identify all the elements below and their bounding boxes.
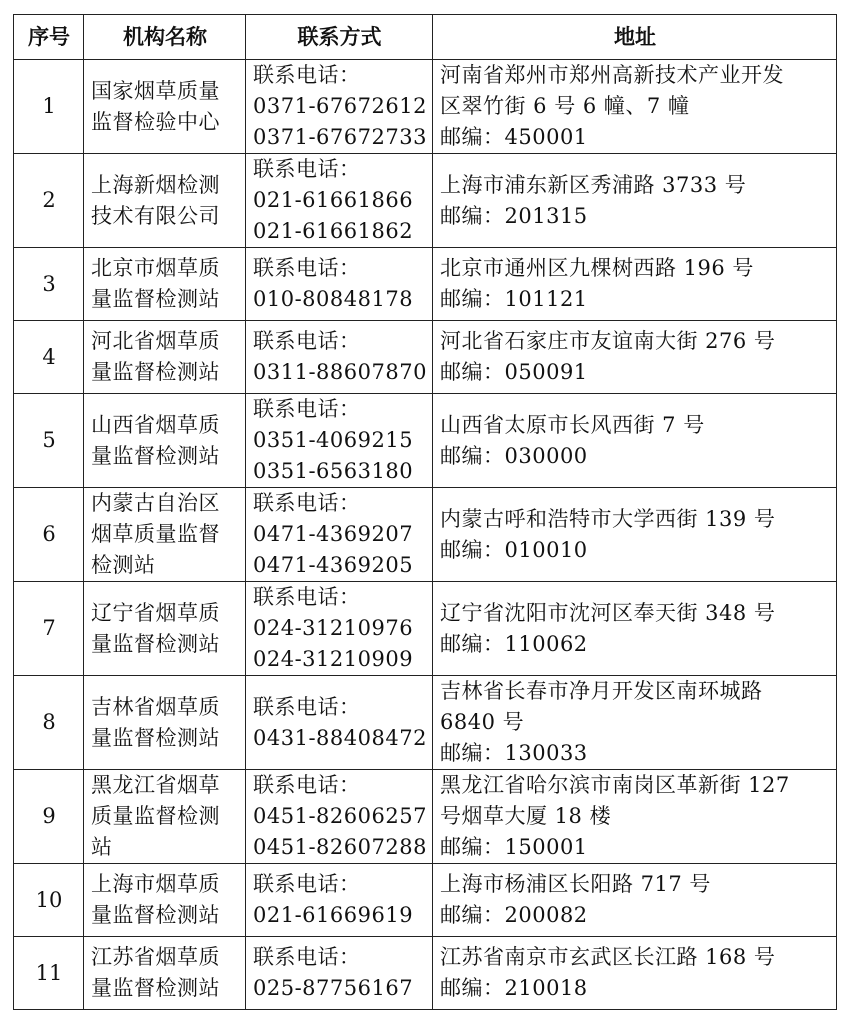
address bbox=[433, 488, 837, 582]
address bbox=[433, 864, 837, 937]
header-name: 机构名称 bbox=[84, 15, 246, 60]
contact-info bbox=[246, 394, 433, 488]
table-row bbox=[14, 154, 837, 248]
contact-info-line: 021-61669619 bbox=[253, 903, 414, 927]
institution-name-line: 量监督检测站 bbox=[91, 443, 220, 468]
contact-info bbox=[246, 248, 433, 321]
address-line: 邮编：210018 bbox=[440, 976, 588, 1000]
row-index: 6 bbox=[14, 488, 84, 582]
institution-name bbox=[84, 154, 246, 248]
address-line: 江苏省南京市玄武区长江路 168 号 bbox=[440, 945, 776, 969]
institution-name-line: 黑龙江省烟草 bbox=[91, 773, 220, 797]
institution-name bbox=[84, 248, 246, 321]
institution-name-line: 辽宁省烟草质 bbox=[91, 600, 220, 625]
address-line: 内蒙古呼和浩特市大学西街 139 号 bbox=[440, 506, 776, 531]
contact-info-line: 025-87756167 bbox=[253, 976, 414, 1000]
institution-name bbox=[84, 582, 246, 676]
institution-name-line: 山西省烟草质 bbox=[91, 412, 220, 437]
address-line: 邮编：010010 bbox=[440, 537, 588, 562]
institution-name-line: 技术有限公司 bbox=[91, 203, 220, 228]
institution-name-line: 量监督检测站 bbox=[91, 360, 220, 384]
contact-info-line: 024-31210909 bbox=[253, 647, 414, 671]
institution-name-line: 北京市烟草质 bbox=[91, 256, 220, 280]
header-contact: 联系方式 bbox=[246, 15, 433, 60]
row-index: 1 bbox=[14, 60, 84, 154]
address-line: 邮编：450001 bbox=[440, 125, 588, 149]
contact-info-line: 0471-4369205 bbox=[253, 553, 414, 577]
institution-name-line: 量监督检测站 bbox=[91, 725, 220, 750]
institution-name-line: 内蒙古自治区 bbox=[91, 491, 220, 515]
address-line: 山西省太原市长风西街 7 号 bbox=[440, 412, 705, 437]
address-line: 邮编：050091 bbox=[440, 360, 588, 384]
contact-info bbox=[246, 864, 433, 937]
table-row bbox=[14, 321, 837, 394]
address-line: 上海市浦东新区秀浦路 3733 号 bbox=[440, 172, 747, 197]
row-index: 11 bbox=[14, 937, 84, 1010]
address-line: 邮编：200082 bbox=[440, 903, 588, 927]
address bbox=[433, 582, 837, 676]
cropped-title-fragment bbox=[0, 0, 848, 10]
contact-info-line: 联系电话： bbox=[253, 694, 361, 719]
contact-info-line: 010-80848178 bbox=[253, 287, 414, 311]
table-header-row bbox=[14, 15, 837, 60]
row-index: 4 bbox=[14, 321, 84, 394]
contact-info bbox=[246, 770, 433, 864]
institution-name-line: 河北省烟草质 bbox=[91, 329, 220, 353]
contact-info bbox=[246, 321, 433, 394]
row-index: 2 bbox=[14, 154, 84, 248]
row-index: 8 bbox=[14, 676, 84, 770]
institution-table bbox=[13, 14, 837, 1010]
table-row bbox=[14, 864, 837, 937]
address-line: 河南省郑州市郑州高新技术产业开发 bbox=[440, 63, 784, 87]
contact-info bbox=[246, 676, 433, 770]
address-line: 邮编：130033 bbox=[440, 741, 588, 765]
institution-name-line: 量监督检测站 bbox=[91, 903, 220, 927]
contact-info-line: 0351-6563180 bbox=[253, 459, 414, 483]
contact-info-line: 联系电话： bbox=[253, 491, 361, 515]
institution-name bbox=[84, 676, 246, 770]
address-line: 黑龙江省哈尔滨市南岗区革新街 127 bbox=[440, 773, 790, 797]
address bbox=[433, 154, 837, 248]
address-line: 河北省石家庄市友谊南大街 276 号 bbox=[440, 329, 776, 353]
institution-name bbox=[84, 60, 246, 154]
contact-info-line: 联系电话： bbox=[253, 872, 361, 896]
contact-info bbox=[246, 488, 433, 582]
address bbox=[433, 60, 837, 154]
address-line: 邮编：030000 bbox=[440, 443, 588, 468]
address-line: 上海市杨浦区长阳路 717 号 bbox=[440, 872, 711, 896]
contact-info-line: 0371-67672612 bbox=[253, 94, 427, 118]
contact-info-line: 0471-4369207 bbox=[253, 522, 414, 546]
address-line: 6840 号 bbox=[440, 710, 525, 734]
address-line: 邮编：101121 bbox=[440, 287, 588, 311]
row-index: 10 bbox=[14, 864, 84, 937]
contact-info-line: 021-61661866 bbox=[253, 188, 414, 212]
address bbox=[433, 394, 837, 488]
contact-info-line: 0451-82606257 bbox=[253, 804, 427, 828]
contact-info-line: 0351-4069215 bbox=[253, 428, 414, 452]
table-row bbox=[14, 676, 837, 770]
address bbox=[433, 770, 837, 864]
institution-name-line: 上海新烟检测 bbox=[91, 172, 220, 197]
institution-name-line: 检测站 bbox=[91, 553, 156, 577]
address-line: 邮编：150001 bbox=[440, 835, 588, 859]
contact-info-line: 联系电话： bbox=[253, 397, 361, 421]
address bbox=[433, 676, 837, 770]
table-row bbox=[14, 248, 837, 321]
address-line: 号烟草大厦 18 楼 bbox=[440, 804, 612, 828]
institution-name-line: 吉林省烟草质 bbox=[91, 694, 220, 719]
header-index: 序号 bbox=[14, 15, 84, 60]
address-line: 辽宁省沈阳市沈河区奉天街 348 号 bbox=[440, 600, 776, 625]
table-row bbox=[14, 937, 837, 1010]
contact-info bbox=[246, 154, 433, 248]
contact-info-line: 联系电话： bbox=[253, 157, 361, 181]
address-line: 区翠竹街 6 号 6 幢、7 幢 bbox=[440, 94, 690, 118]
row-index: 3 bbox=[14, 248, 84, 321]
institution-name bbox=[84, 321, 246, 394]
institution-name-line: 量监督检测站 bbox=[91, 287, 220, 311]
contact-info bbox=[246, 60, 433, 154]
contact-info-line: 0371-67672733 bbox=[253, 125, 427, 149]
institution-name-line: 江苏省烟草质 bbox=[91, 945, 220, 969]
row-index: 9 bbox=[14, 770, 84, 864]
contact-info-line: 024-31210976 bbox=[253, 616, 414, 640]
institution-name-line: 量监督检测站 bbox=[91, 631, 220, 656]
address bbox=[433, 937, 837, 1010]
address-line: 北京市通州区九棵树西路 196 号 bbox=[440, 256, 754, 280]
institution-name-line: 监督检验中心 bbox=[91, 109, 220, 134]
institution-name-line: 站 bbox=[91, 835, 113, 859]
header-address: 地址 bbox=[433, 15, 837, 60]
institution-name bbox=[84, 488, 246, 582]
contact-info-line: 联系电话： bbox=[253, 773, 361, 797]
table-row bbox=[14, 582, 837, 676]
contact-info bbox=[246, 582, 433, 676]
address bbox=[433, 321, 837, 394]
contact-info-line: 021-61661862 bbox=[253, 219, 414, 243]
address-line: 吉林省长春市净月开发区南环城路 bbox=[440, 679, 763, 703]
row-index: 5 bbox=[14, 394, 84, 488]
table-body bbox=[14, 60, 837, 1010]
institution-name-line: 量监督检测站 bbox=[91, 976, 220, 1000]
institution-name-line: 国家烟草质量 bbox=[91, 78, 220, 103]
contact-info-line: 联系电话： bbox=[253, 945, 361, 969]
institution-name-line: 上海市烟草质 bbox=[91, 872, 220, 896]
contact-info-line: 联系电话： bbox=[253, 256, 361, 280]
address-line: 邮编：201315 bbox=[440, 203, 588, 228]
address-line: 邮编：110062 bbox=[440, 631, 588, 656]
contact-info bbox=[246, 937, 433, 1010]
institution-name bbox=[84, 770, 246, 864]
table-row bbox=[14, 60, 837, 154]
institution-name-line: 烟草质量监督 bbox=[91, 522, 220, 546]
address bbox=[433, 248, 837, 321]
institution-name bbox=[84, 394, 246, 488]
table-row bbox=[14, 488, 837, 582]
contact-info-line: 联系电话： bbox=[253, 329, 361, 353]
row-index: 7 bbox=[14, 582, 84, 676]
contact-info-line: 0431-88408472 bbox=[253, 725, 427, 750]
institution-name-line: 质量监督检测 bbox=[91, 804, 220, 828]
contact-info-line: 0311-88607870 bbox=[253, 360, 427, 384]
institution-name bbox=[84, 937, 246, 1010]
contact-info-line: 联系电话： bbox=[253, 63, 361, 87]
contact-info-line: 0451-82607288 bbox=[253, 835, 427, 859]
table-row bbox=[14, 770, 837, 864]
table-row bbox=[14, 394, 837, 488]
institution-name bbox=[84, 864, 246, 937]
contact-info-line: 联系电话： bbox=[253, 585, 361, 609]
